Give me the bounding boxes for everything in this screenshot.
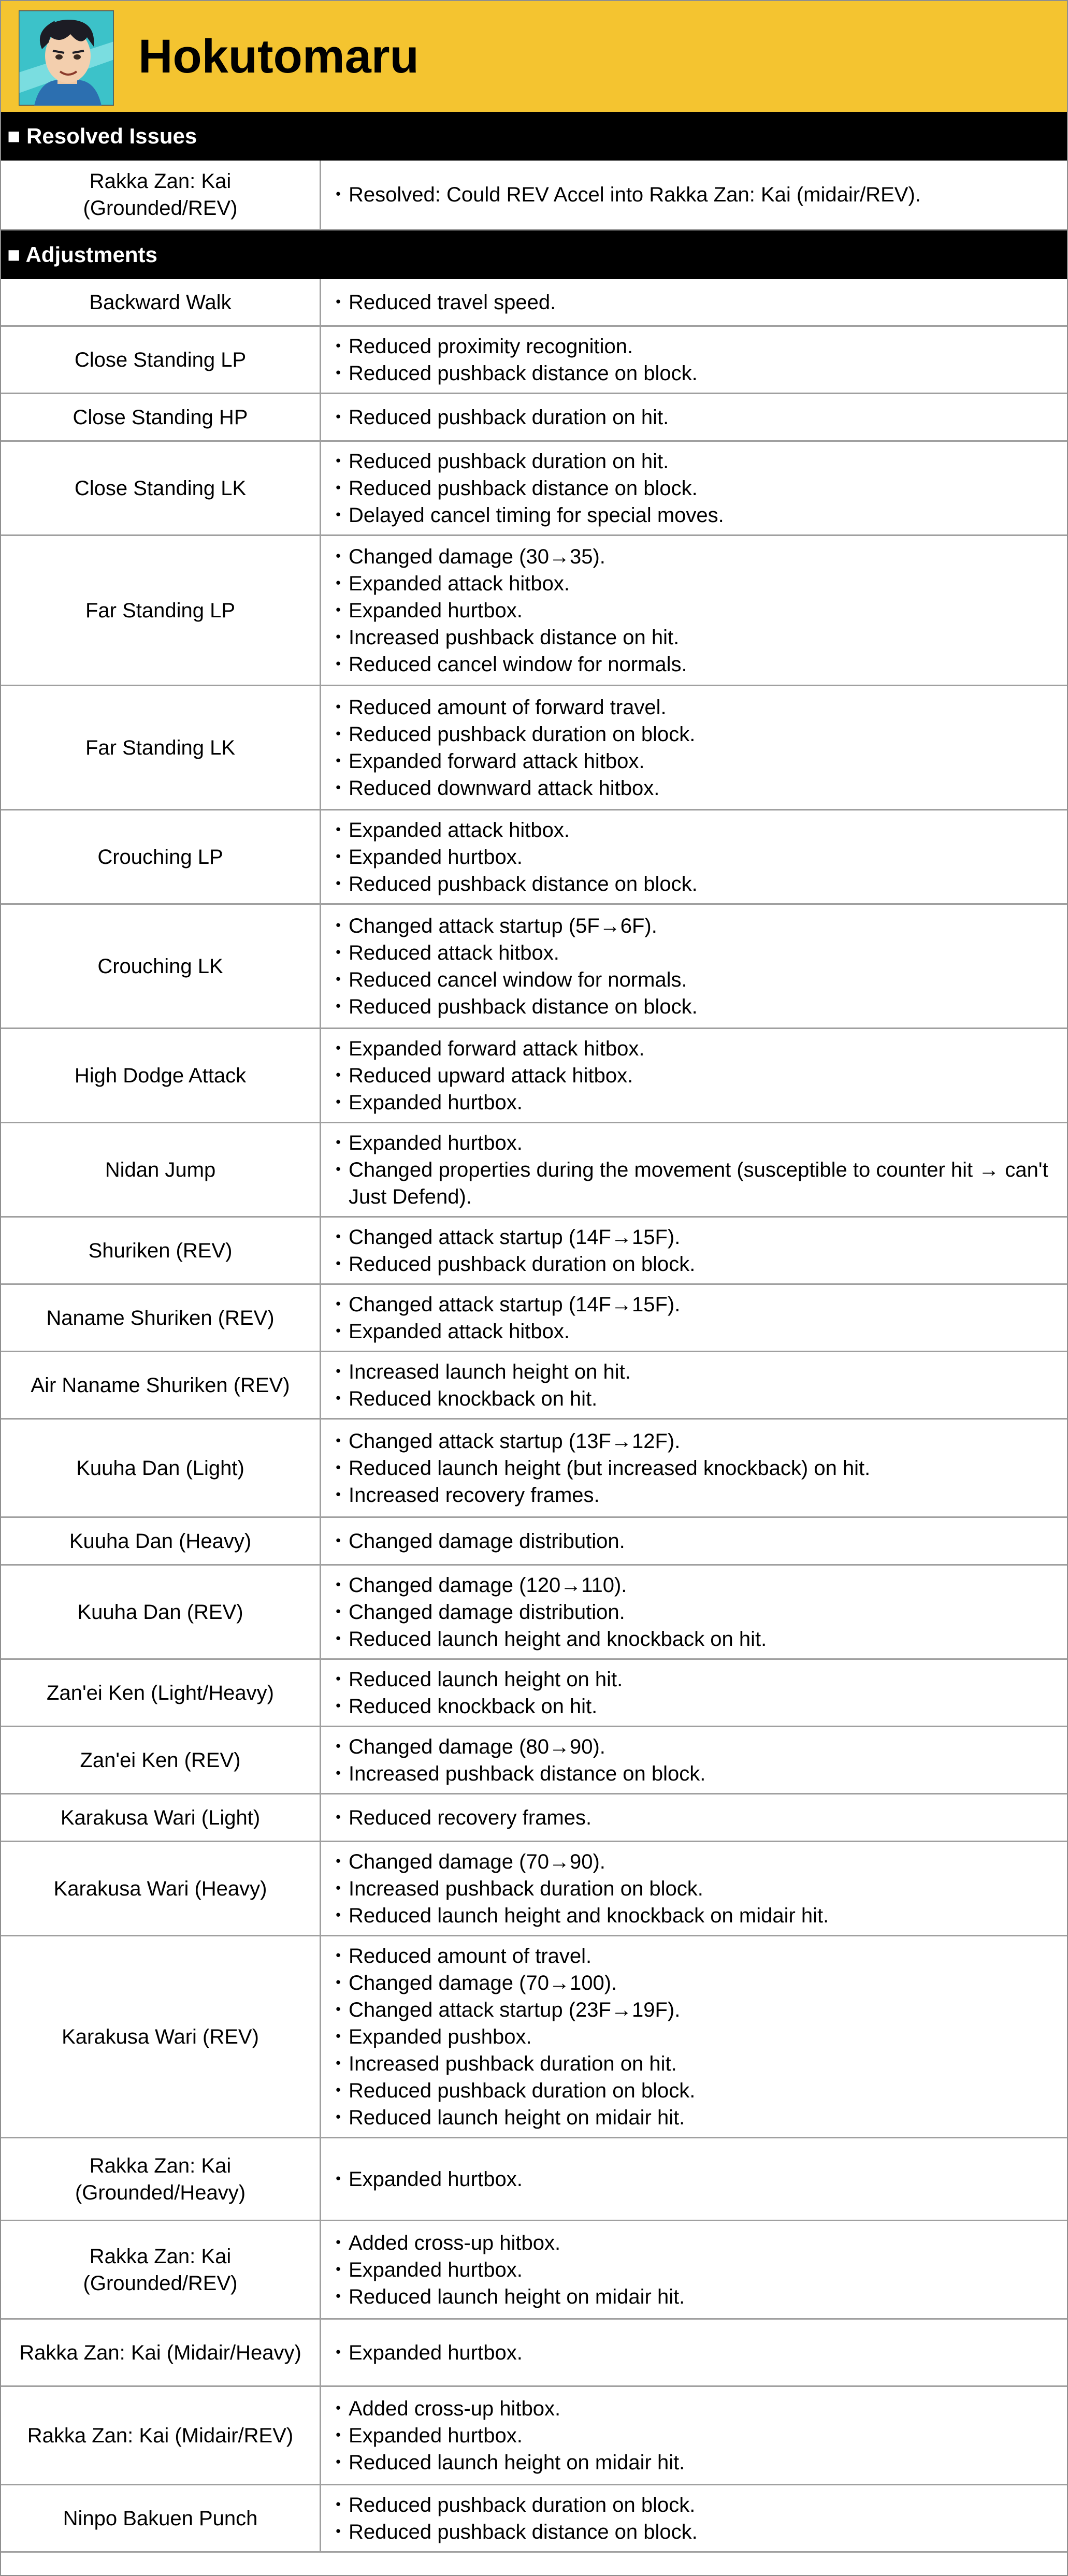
table-row: [1, 1123, 1067, 1218]
change-notes: [323, 536, 1067, 685]
change-note: ・ Expanded attack hitbox.: [349, 570, 1055, 597]
table-row: [1, 1420, 1067, 1518]
move-name: Backward Walk: [1, 279, 321, 325]
move-name: Naname Shuriken (REV): [1, 1285, 321, 1351]
change-note: ・ Reduced pushback duration on block.: [349, 2492, 1055, 2519]
change-notes: [323, 1566, 1067, 1658]
change-note: ・ Reduced amount of forward travel.: [349, 694, 1055, 721]
change-note: ・ Reduced travel speed.: [349, 289, 1055, 316]
change-note: ・ Increased pushback distance on block.: [349, 1760, 1055, 1787]
change-note: ・ Increased launch height on hit.: [349, 1358, 1055, 1385]
change-notes: [323, 2221, 1067, 2318]
move-name: Shuriken (REV): [1, 1218, 321, 1283]
table-row: [1, 536, 1067, 686]
change-note: ・ Changed damage distribution.: [349, 1599, 1055, 1626]
change-note: ・ Added cross-up hitbox.: [349, 2230, 1055, 2256]
table-row: [1, 442, 1067, 536]
change-note: ・ Reduced knockback on hit.: [349, 1693, 1055, 1720]
change-note: ・ Reduced attack hitbox.: [349, 939, 1055, 966]
change-note: ・ Reduced cancel window for normals.: [349, 651, 1055, 678]
move-name: Karakusa Wari (REV): [1, 1936, 321, 2137]
table-row: [1, 1936, 1067, 2138]
change-note: ・ Changed damage (80→90).: [349, 1733, 1055, 1760]
table-row: [1, 2387, 1067, 2485]
character-portrait-icon: [19, 10, 114, 106]
move-name: Close Standing LK: [1, 442, 321, 534]
change-note: ・ Changed damage (70→100).: [349, 1970, 1055, 1996]
change-note: ・ Reduced downward attack hitbox.: [349, 775, 1055, 802]
change-notes: [323, 811, 1067, 903]
change-note: ・ Expanded hurtbox.: [349, 2256, 1055, 2283]
change-note: ・ Reduced knockback on hit.: [349, 1385, 1055, 1412]
change-notes: [323, 1029, 1067, 1122]
table-row: [1, 279, 1067, 327]
table-row: [1, 1566, 1067, 1660]
change-note: ・ Reduced cancel window for normals.: [349, 966, 1055, 993]
table-row: [1, 2221, 1067, 2320]
change-note: ・ Reduced pushback duration on block.: [349, 721, 1055, 748]
change-note: ・ Reduced pushback distance on block.: [349, 475, 1055, 502]
move-name: Rakka Zan: Kai (Midair/REV): [1, 2387, 321, 2484]
change-note: ・ Expanded hurtbox.: [349, 2166, 1055, 2193]
move-name: Rakka Zan: Kai (Midair/Heavy): [1, 2320, 321, 2385]
table-row: [1, 1842, 1067, 1936]
change-note: ・ Expanded hurtbox.: [349, 2422, 1055, 2449]
move-name: Far Standing LK: [1, 686, 321, 809]
change-note: ・ Changed attack startup (14F→15F).: [349, 1224, 1055, 1251]
move-name: Rakka Zan: Kai (Grounded/Heavy): [1, 2138, 321, 2220]
change-notes: [323, 905, 1067, 1027]
change-note: ・ Reduced launch height and knockback on hit.: [349, 1626, 1055, 1653]
change-note: ・ Changed damage (30→35).: [349, 543, 1055, 570]
move-name: Crouching LK: [1, 905, 321, 1027]
change-note: ・ Reduced pushback duration on hit.: [349, 404, 1055, 431]
change-note: ・ Delayed cancel timing for special moves.: [349, 502, 1055, 529]
move-name: Close Standing LP: [1, 327, 321, 393]
change-note: ・ Reduced pushback distance on block.: [349, 2519, 1055, 2545]
change-notes: [323, 1727, 1067, 1793]
table-row: [1, 1660, 1067, 1727]
change-notes: [323, 1518, 1067, 1564]
change-notes: [323, 1660, 1067, 1726]
table-row: [1, 161, 1067, 230]
change-note: ・ Reduced pushback duration on block.: [349, 1251, 1055, 1278]
change-note: ・ Reduced launch height on hit.: [349, 1666, 1055, 1693]
change-note: ・ Changed attack startup (5F→6F).: [349, 913, 1055, 939]
change-notes: [323, 1285, 1067, 1351]
table-row: [1, 1029, 1067, 1123]
table-row: [1, 1352, 1067, 1420]
move-name: Close Standing HP: [1, 394, 321, 440]
move-name: Nidan Jump: [1, 1123, 321, 1216]
move-name: Ninpo Bakuen Punch: [1, 2485, 321, 2551]
table-row: [1, 1518, 1067, 1566]
move-name: Air Naname Shuriken (REV): [1, 1352, 321, 1418]
change-note: ・ Reduced pushback distance on block.: [349, 871, 1055, 898]
move-name: Far Standing LP: [1, 536, 321, 685]
change-notes: [323, 2138, 1067, 2220]
table-row: [1, 686, 1067, 811]
move-name: Zan'ei Ken (REV): [1, 1727, 321, 1793]
change-note: ・ Reduced upward attack hitbox.: [349, 1062, 1055, 1089]
change-note: ・ Reduced launch height on midair hit.: [349, 2104, 1055, 2131]
change-notes: [323, 1352, 1067, 1418]
change-note: ・ Reduced pushback duration on hit.: [349, 448, 1055, 475]
change-note: ・ Expanded hurtbox.: [349, 2339, 1055, 2366]
table-row: [1, 1285, 1067, 1352]
change-note: ・ Added cross-up hitbox.: [349, 2395, 1055, 2422]
change-note: ・ Reduced pushback distance on block.: [349, 993, 1055, 1020]
change-note: ・ Reduced launch height on midair hit.: [349, 2449, 1055, 2476]
table-row: [1, 327, 1067, 394]
move-name: Karakusa Wari (Heavy): [1, 1842, 321, 1935]
move-name: Zan'ei Ken (Light/Heavy): [1, 1660, 321, 1726]
change-note: ・ Increased pushback duration on hit.: [349, 2050, 1055, 2077]
change-note: ・ Reduced recovery frames.: [349, 1804, 1055, 1831]
change-notes: [323, 279, 1067, 325]
move-name: Crouching LP: [1, 811, 321, 903]
change-note: ・ Reduced launch height (but increased knockback) on hit.: [349, 1455, 1055, 1482]
page-title: Hokutomaru: [138, 30, 419, 83]
change-note: ・ Expanded pushbox.: [349, 2023, 1055, 2050]
move-name: Kuuha Dan (Light): [1, 1420, 321, 1516]
move-name: Rakka Zan: Kai (Grounded/REV): [1, 2221, 321, 2318]
table-row: [1, 1218, 1067, 1285]
change-notes: [323, 1936, 1067, 2137]
change-notes: [323, 161, 1067, 229]
section-header-adjustments: ■ Adjustments: [1, 230, 1067, 279]
change-notes: [323, 2387, 1067, 2484]
change-notes: [323, 2320, 1067, 2385]
change-notes: [323, 1842, 1067, 1935]
change-note: ・ Changed damage (70→90).: [349, 1848, 1055, 1875]
change-notes: [323, 686, 1067, 809]
change-note: ・ Changed damage distribution.: [349, 1528, 1055, 1555]
change-note: ・ Expanded attack hitbox.: [349, 817, 1055, 844]
change-note: ・ Expanded hurtbox.: [349, 844, 1055, 871]
change-note: ・ Expanded attack hitbox.: [349, 1318, 1055, 1345]
table-row: [1, 811, 1067, 905]
change-notes: [323, 1794, 1067, 1841]
change-notes: [323, 2485, 1067, 2551]
change-notes: [323, 1218, 1067, 1283]
change-notes: [323, 442, 1067, 534]
table-row: [1, 905, 1067, 1029]
change-note: ・ Reduced pushback distance on block.: [349, 360, 1055, 387]
change-note: ・ Reduced launch height and knockback on midair hit.: [349, 1902, 1055, 1929]
change-note: ・ Reduced pushback duration on block.: [349, 2077, 1055, 2104]
change-note: ・ Expanded hurtbox.: [349, 1130, 1055, 1156]
move-name: Rakka Zan: Kai (Grounded/REV): [1, 161, 321, 229]
table-row: [1, 394, 1067, 442]
change-note: ・ Resolved: Could REV Accel into Rakka Zan: Kai (midair/REV).: [349, 181, 1055, 208]
change-notes: [323, 327, 1067, 393]
table-row: [1, 2485, 1067, 2553]
character-banner: [1, 1, 1067, 112]
change-note: ・ Increased recovery frames.: [349, 1482, 1055, 1509]
change-notes: [323, 1123, 1067, 1216]
change-note: ・ Increased pushback duration on block.: [349, 1875, 1055, 1902]
table-row: [1, 1794, 1067, 1842]
change-notes: [323, 394, 1067, 440]
move-name: Kuuha Dan (Heavy): [1, 1518, 321, 1564]
change-note: ・ Reduced launch height on midair hit.: [349, 2283, 1055, 2310]
change-note: ・ Expanded hurtbox.: [349, 1089, 1055, 1116]
change-notes: [323, 1420, 1067, 1516]
table-row: [1, 2138, 1067, 2221]
table-row: [1, 1727, 1067, 1794]
change-note: ・ Reduced proximity recognition.: [349, 333, 1055, 360]
change-note: ・ Changed attack startup (14F→15F).: [349, 1291, 1055, 1318]
table-row: [1, 2320, 1067, 2387]
change-note: ・ Increased pushback distance on hit.: [349, 624, 1055, 651]
change-note: ・ Expanded forward attack hitbox.: [349, 1035, 1055, 1062]
section-header-resolved: ■ Resolved Issues: [1, 112, 1067, 161]
move-name: Kuuha Dan (REV): [1, 1566, 321, 1658]
move-name: Karakusa Wari (Light): [1, 1794, 321, 1841]
change-note: ・ Changed properties during the movement (susceptible to counter hit → can't Just Defend).: [349, 1156, 1055, 1210]
change-note: ・ Expanded hurtbox.: [349, 597, 1055, 624]
move-name: High Dodge Attack: [1, 1029, 321, 1122]
change-note: ・ Changed attack startup (13F→12F).: [349, 1428, 1055, 1455]
change-note: ・ Expanded forward attack hitbox.: [349, 748, 1055, 775]
change-note: ・ Changed attack startup (23F→19F).: [349, 1996, 1055, 2023]
change-note: ・ Reduced amount of travel.: [349, 1943, 1055, 1970]
change-note: ・ Changed damage (120→110).: [349, 1572, 1055, 1599]
